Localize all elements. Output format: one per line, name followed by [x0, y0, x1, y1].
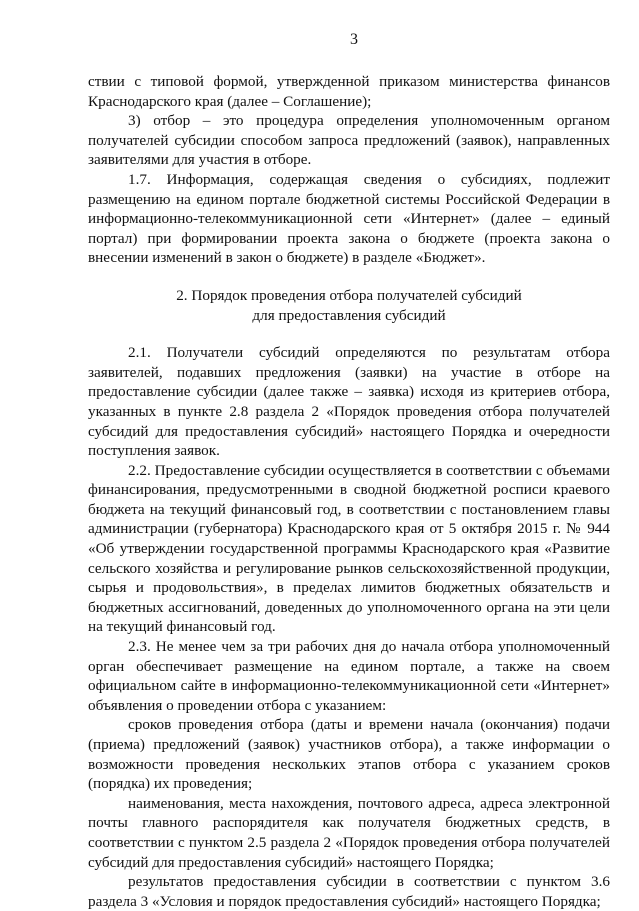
paragraph-2-1: 2.1. Получатели субсидий определяются по результатам отбора заявителей, подавших предложения (заявки) на участие в отборе на предоставление субсидии (далее также – заявка) исходя из критериев отбора, указанных в пункте 2.8 раздела 2 «Порядок проведения отбора получателей субсидий для предоставления субсидий» настоящего Порядка и очередности поступления заявок.	[88, 344, 610, 460]
list-item-names-addresses: наименования, места нахождения, почтового адреса, адреса электронной почты главного распорядителя как получателя бюджетных средств, в соответствии с пунктом 2.5 раздела 2 «Порядок проведения отбора получателей субсидий для предоставления субсидий» настоящего Порядка;	[88, 794, 610, 871]
section-heading	[88, 286, 610, 325]
section-heading-line-1: 2. Порядок проведения отбора получателей субсидий	[176, 286, 522, 304]
paragraph-2-3: 2.3. Не менее чем за три рабочих дня до начала отбора уполномоченный орган обеспечивает размещение на едином портале, а также на своем официальном сайте в информационно-телекоммуникационной сети «Интернет» объявления о проведении отбора с указанием:	[88, 638, 610, 714]
list-item-deadlines: сроков проведения отбора (даты и времени начала (окончания) подачи (приема) предложений (заявок) участников отбора), а также информации о возможности проведения нескольких этапов отбора с указанием сроков (порядка) их проведения;	[88, 716, 610, 793]
section-heading-line-2: для предоставления субсидий	[252, 306, 446, 324]
document-page	[88, 30, 610, 911]
list-item-results: результатов предоставления субсидии в соответствии с пунктом 3.6 раздела 3 «Условия и порядок предоставления субсидий» настоящего Порядка;	[88, 873, 610, 910]
paragraph-1-7: 1.7. Информация, содержащая сведения о субсидиях, подлежит размещению на едином портале бюджетной системы Российской Федерации в информационно-телекоммуникационной сети «Интернет» (далее – единый портал) при формировании проекта закона о бюджете (проекта закона о внесении изменений в закон о бюджете) в разделе «Бюджет».	[88, 170, 610, 267]
paragraph-selection-definition: 3) отбор – это процедура определения уполномоченным органом получателей субсидии способом запроса предложений (заявок), направленных заявителями для участия в отборе.	[88, 112, 610, 169]
paragraph-2-2: 2.2. Предоставление субсидии осуществляется в соответствии с объемами финансирования, предусмотренными в сводной бюджетной росписи краевого бюджета на текущий финансовый год, в соответствии с постановлением главы администрации (губернатора) Краснодарского края от 5 октября 2015 г. № 944 «Об утверждении государственной программы Краснодарского края «Развитие сельского хозяйства и регулирование рынков сельскохозяйственной продукции, сырья и продовольствия», в пределах лимитов бюджетных обязательств и бюджетных ассигнований, доведенных до уполномоченного органа на эти цели на текущий финансовый год.	[88, 461, 610, 636]
page-number: 3	[350, 31, 358, 48]
paragraph-agreement-continuation: ствии с типовой формой, утвержденной приказом министерства финансов Краснодарского края (далее – Соглашение);	[88, 73, 610, 110]
